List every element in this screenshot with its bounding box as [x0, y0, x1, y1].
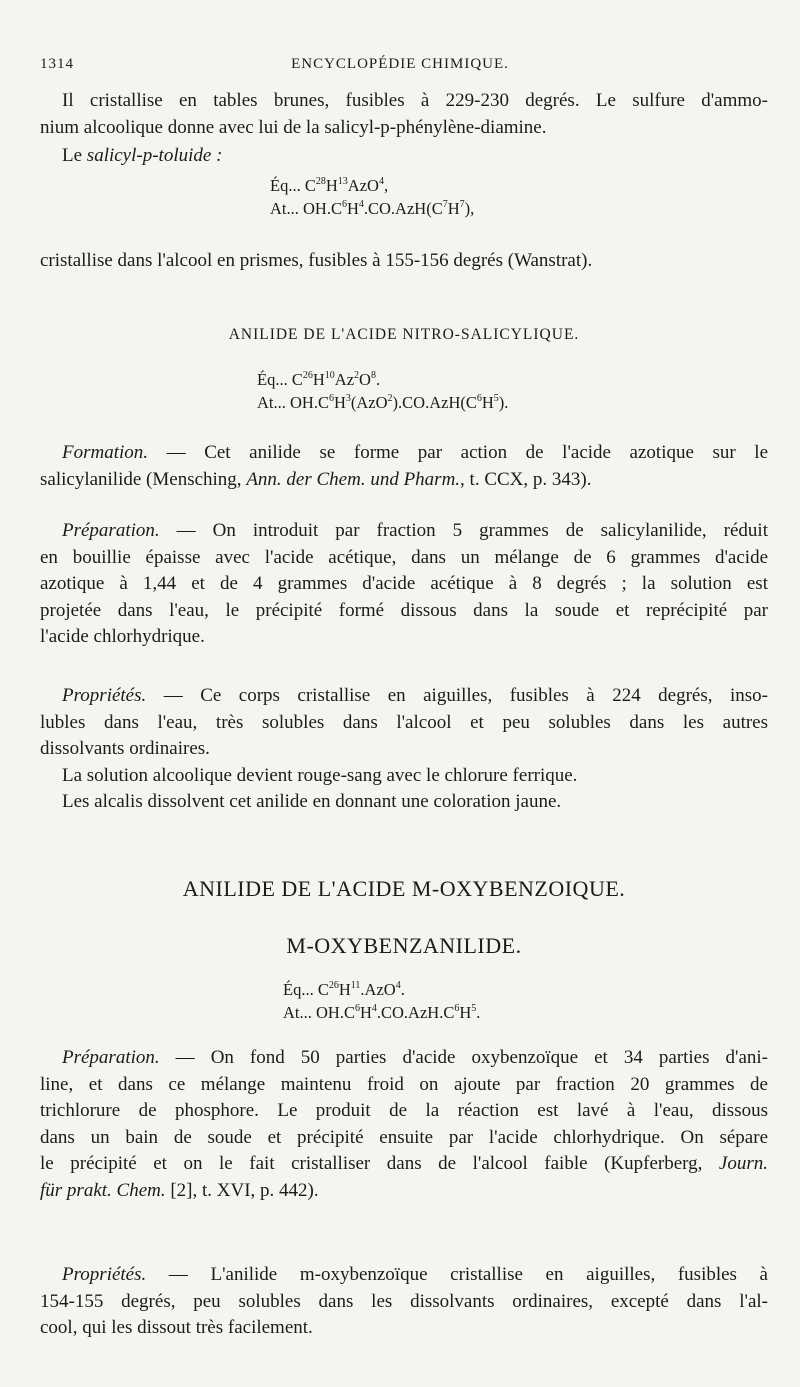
text-line: line, et dans ce mélange maintenu froid on ajoute par fraction 20 grammes de	[40, 1073, 768, 1095]
formula-m-oxybenzanilide	[283, 978, 480, 1024]
citation-title: für prakt. Chem.	[40, 1179, 166, 1201]
text-line: azotique à 1,44 et de 4 grammes d'acide acétique à 8 degrés ; la solution est	[40, 573, 768, 594]
text-line: Il cristallise en tables brunes, fusibles à 229-230 degrés. Le sulfure d'ammo-	[62, 90, 768, 111]
text-line: Préparation. — On introduit par fraction 5 grammes de salicylanilide, réduit	[62, 520, 768, 541]
running-title: ENCYCLOPÉDIE CHIMIQUE.	[291, 56, 509, 72]
text-line: projetée dans l'eau, le précipité formé dissous dans la soude et reprécipité par	[40, 599, 768, 621]
text-line: Formation. — Cet anilide se forme par action de l'acide azotique sur le	[62, 442, 768, 463]
section-label: Propriétés.	[62, 685, 147, 706]
section-label: Préparation.	[62, 520, 160, 541]
formula-at: At... $OH.C^6H^4.CO.AzH.C^6H^5$.	[283, 1003, 481, 1022]
paragraph-crystallise	[40, 248, 768, 275]
text-line: trichlorure de phosphore. Le produit de la réaction est lavé à l'eau, dissous	[40, 1100, 768, 1121]
paragraph-preparation-oxybenz	[40, 1045, 768, 1204]
text-line: nium alcoolique donne avec lui de la salicyl-p-phénylène-diamine.	[40, 116, 547, 138]
text-line: Propriétés. — Ce corps cristallise en aiguilles, fusibles à 224 degrés, inso-	[62, 685, 768, 706]
formula-salicyl-toluide	[270, 174, 474, 220]
formula-eq: Éq... $C^{28}H^{13}AzO^4$,	[270, 176, 389, 195]
text-line: dissolvants ordinaires.	[40, 738, 210, 759]
text-line: La solution alcoolique devient rouge-sang avec le chlorure ferrique.	[62, 764, 578, 786]
paragraph-formation	[40, 440, 768, 493]
text-line: cristallise dans l'alcool en prismes, fusibles à 155-156 degrés (Wanstrat).	[40, 250, 593, 271]
text-line: lubles dans l'eau, très solubles dans l'alcool et peu solubles dans les autres	[40, 711, 768, 733]
citation-title: Journ.	[718, 1153, 768, 1174]
text-line: cool, qui les dissout très facilement.	[40, 1317, 313, 1338]
text-line: Préparation. — On fond 50 parties d'acide oxybenzoïque et 34 parties d'ani-	[62, 1047, 768, 1068]
compound-name: salicyl-p-toluide :	[86, 145, 223, 166]
formula-eq: Éq... $C^{26}H^{10}Az^2O^8$.	[257, 370, 381, 389]
text-line: für prakt. Chem. [2], t. XVI, p. 442).	[40, 1179, 319, 1201]
text-line: Les alcalis dissolvent cet anilide en donnant une coloration jaune.	[62, 791, 562, 812]
text-line: 154-155 degrés, peu solubles dans les dissolvants ordinaires, excepté dans l'al-	[40, 1290, 768, 1312]
page-header	[40, 56, 760, 78]
formula-nitro-salicylanilide	[257, 368, 508, 414]
formula-at: At... $OH.C^6H^3(AzO^2).CO.AzH(C^6H^5)$.	[257, 393, 509, 412]
paragraph-intro	[40, 88, 768, 141]
text-line: le précipité et on le fait cristalliser dans de l'alcool faible (Kupferberg, Journ.	[40, 1153, 768, 1174]
section-label: Préparation.	[62, 1047, 160, 1068]
text-line: Le salicyl-p-toluide :	[62, 145, 223, 166]
formula-at: At... $OH.C^6H^4.CO.AzH(C^7H^7)$,	[270, 199, 475, 218]
paragraph-proprietes-nitro	[40, 683, 768, 816]
paragraph-salicyl-toluide	[40, 143, 768, 170]
text-line: salicylanilide (Mensching, Ann. der Chem. und Pharm., t. CCX, p. 343).	[40, 468, 592, 490]
page-number: 1314	[40, 56, 74, 72]
paragraph-preparation-nitro	[40, 518, 768, 651]
section-heading-m-oxybenzoique: ANILIDE DE L'ACIDE M-OXYBENZOIQUE.	[182, 876, 626, 901]
text-line: dans un bain de soude et précipité ensuite par l'acide chlorhydrique. On sépare	[40, 1126, 768, 1148]
paragraph-proprietes-oxybenz	[40, 1262, 768, 1342]
section-label: Formation.	[62, 442, 149, 463]
text-line: Propriétés. — L'anilide m-oxybenzoïque cristallise en aiguilles, fusibles à	[62, 1264, 768, 1285]
citation-title: Ann. der Chem. und Pharm.	[246, 468, 461, 490]
section-heading-nitro-salicylique: ANILIDE DE L'ACIDE NITRO-SALICYLIQUE.	[228, 326, 580, 343]
formula-eq: Éq... $C^{26}H^{11}.AzO^4$.	[283, 980, 405, 999]
text-line: en bouillie épaisse avec l'acide acétique, dans un mélange de 6 grammes d'acide	[40, 546, 768, 568]
section-label: Propriétés.	[62, 1264, 147, 1285]
text-line: l'acide chlorhydrique.	[40, 626, 205, 647]
section-subheading-m-oxybenzanilide: M-OXYBENZANILIDE.	[286, 933, 522, 958]
